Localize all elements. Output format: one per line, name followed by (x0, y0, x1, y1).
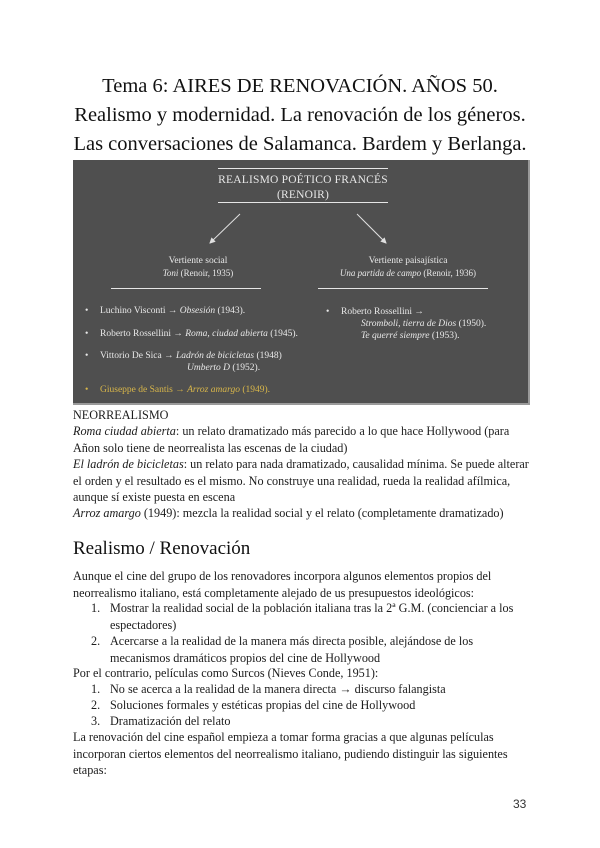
contrast-paragraph: Por el contrario, películas como Surcos (Nieves Conde, 1951): (73, 666, 379, 680)
list-text: No se acerca a la realidad de la manera directa → discurso falangista (110, 682, 446, 696)
director: Luchino Visconti (100, 306, 166, 316)
bullet-icon: • (326, 307, 330, 317)
closing-paragraph (73, 729, 543, 779)
title-line-3: Las conversaciones de Salamanca. Bardem y Berlanga. (73, 133, 527, 155)
film-title: Umberto D (187, 363, 231, 373)
list-text: Mostrar la realidad social de la población italiana tras la 2ª G.M. (concienciar a los (110, 601, 514, 615)
page-title (40, 72, 560, 159)
list-text: Dramatización del relato (110, 714, 231, 728)
root-label: REALISMO POÉTICO FRANCÉS (218, 174, 388, 186)
root-sublabel: (RENOIR) (276, 189, 330, 201)
list-number: 1. (91, 601, 101, 615)
paragraph-text: etapas: (73, 763, 107, 777)
numbered-list-item (91, 681, 541, 698)
film-title: Ladrón de bicicletas (175, 351, 255, 361)
director: Vittorio De Sica (100, 351, 162, 361)
paragraph-text: aunque sí existe puesta en escena (73, 490, 236, 504)
paragraph-text: La renovación del cine español empieza a tomar forma gracias a que algunas películas (73, 730, 494, 744)
neorrealismo-paragraph-roma (73, 423, 543, 456)
left-list-item (85, 350, 282, 374)
arrow-icon: → (164, 351, 174, 361)
paragraph-text: : un relato para nada dramatizado, causalidad mínima. Se puede alterar (183, 457, 529, 471)
paragraph-text: incorporan ciertos elementos del neorrealismo italiano, pudiendo distinguir las siguientes (73, 746, 508, 761)
title-line-2: Realismo y modernidad. La renovación de los géneros. (74, 104, 526, 126)
left-list-item (85, 328, 298, 340)
branch-landscape-heading: Vertiente paisajística (368, 256, 448, 266)
page-number: 33 (513, 797, 527, 811)
arrow-icon: → (414, 307, 424, 317)
film-year: (1945). (267, 329, 298, 339)
director: Roberto Rossellini (341, 307, 412, 317)
film-year: (1949). (239, 385, 271, 395)
bullet-icon: • (85, 329, 89, 339)
branch-landscape-film-detail: (Renoir, 1936) (421, 268, 477, 278)
branch-landscape (318, 255, 498, 279)
paragraph-text: el orden y el resultado es el mismo. No construye una realidad, rueda la realidad afílmica, (73, 473, 511, 488)
branch-social-film-detail: (Renoir, 1935) (178, 268, 234, 278)
film-title: Roma ciudad abierta (73, 424, 176, 438)
director: Giuseppe de Santis (100, 385, 173, 395)
left-list-item-highlighted (85, 384, 271, 396)
list-text: Soluciones formales y estéticas propias del cine de Hollywood (110, 698, 416, 712)
branch-social (128, 255, 268, 279)
numbered-list-item (91, 713, 541, 730)
arrow-icon: → (173, 329, 183, 339)
left-list-item (85, 305, 246, 317)
branch-landscape-film: Una partida de campo (339, 268, 422, 278)
paragraph-text: Aunque el cine del grupo de los renovadores incorpora algunos elementos propios del (73, 569, 492, 583)
list-number: 2. (91, 698, 101, 712)
neorrealismo-paragraph-arroz (73, 505, 543, 522)
branch-social-heading: Vertiente social (168, 256, 228, 266)
film-title: Arroz amargo (187, 385, 240, 395)
section-heading: Realismo / Renovación (73, 538, 251, 559)
director: Roberto Rossellini (100, 329, 171, 339)
neorrealismo-paragraph-ladron (73, 456, 543, 506)
paragraph-text: neorrealismo italiano, está completamente alejado de us presupuestos ideológicos: (73, 585, 475, 600)
film-title: Te querré siempre (361, 331, 430, 341)
arrow-icon: → (175, 385, 185, 395)
film-title: Arroz amargo (73, 506, 141, 520)
numbered-list-item (91, 697, 541, 714)
film-year: (1948) (254, 351, 282, 361)
right-branch-rule (318, 288, 488, 289)
left-branch-rule (111, 288, 261, 289)
numbered-list-item (91, 633, 541, 666)
list-number: 3. (91, 714, 101, 728)
neorealism-diagram (73, 160, 530, 405)
list-number: 1. (91, 682, 101, 696)
bullet-icon: • (85, 351, 89, 361)
paragraph-text: : un relato dramatizado más parecido a lo que hace Hollywood (para (175, 424, 510, 438)
bullet-icon: • (85, 306, 89, 316)
section-intro (73, 568, 543, 601)
paragraph-text: Añon solo tiene de neorrealista las escenas de la ciudad) (73, 440, 348, 455)
film-title: Roma, ciudad abierta (185, 329, 268, 339)
arrow-icon: → (167, 306, 178, 316)
film-year: (1950). (456, 319, 487, 329)
paragraph-text: (1949): mezcla la realidad social y el relato (completamente dramatizado) (140, 506, 504, 520)
list-text: mecanismos dramáticos propios del cine de Hollywood (110, 650, 381, 665)
film-title: Obsesión (179, 306, 216, 316)
bullet-icon: • (85, 385, 89, 395)
neorrealismo-heading: NEORREALISMO (73, 408, 169, 422)
numbered-list-item (91, 600, 541, 633)
film-year: (1953). (429, 331, 460, 341)
branch-social-film: Toni (162, 268, 179, 278)
list-number: 2. (91, 634, 101, 648)
film-title: Stromboli, tierra de Dios (361, 319, 457, 329)
list-text: Acercarse a la realidad de la manera más directa posible, alejándose de los (110, 634, 474, 648)
film-year: (1943). (215, 306, 246, 316)
film-year: (1952). (230, 363, 261, 373)
film-title: El ladrón de bicicletas (73, 457, 184, 471)
right-list-item (326, 306, 487, 342)
list-text: espectadores) (110, 617, 177, 632)
title-line-1: Tema 6: AIRES DE RENOVACIÓN. AÑOS 50. (102, 75, 498, 97)
